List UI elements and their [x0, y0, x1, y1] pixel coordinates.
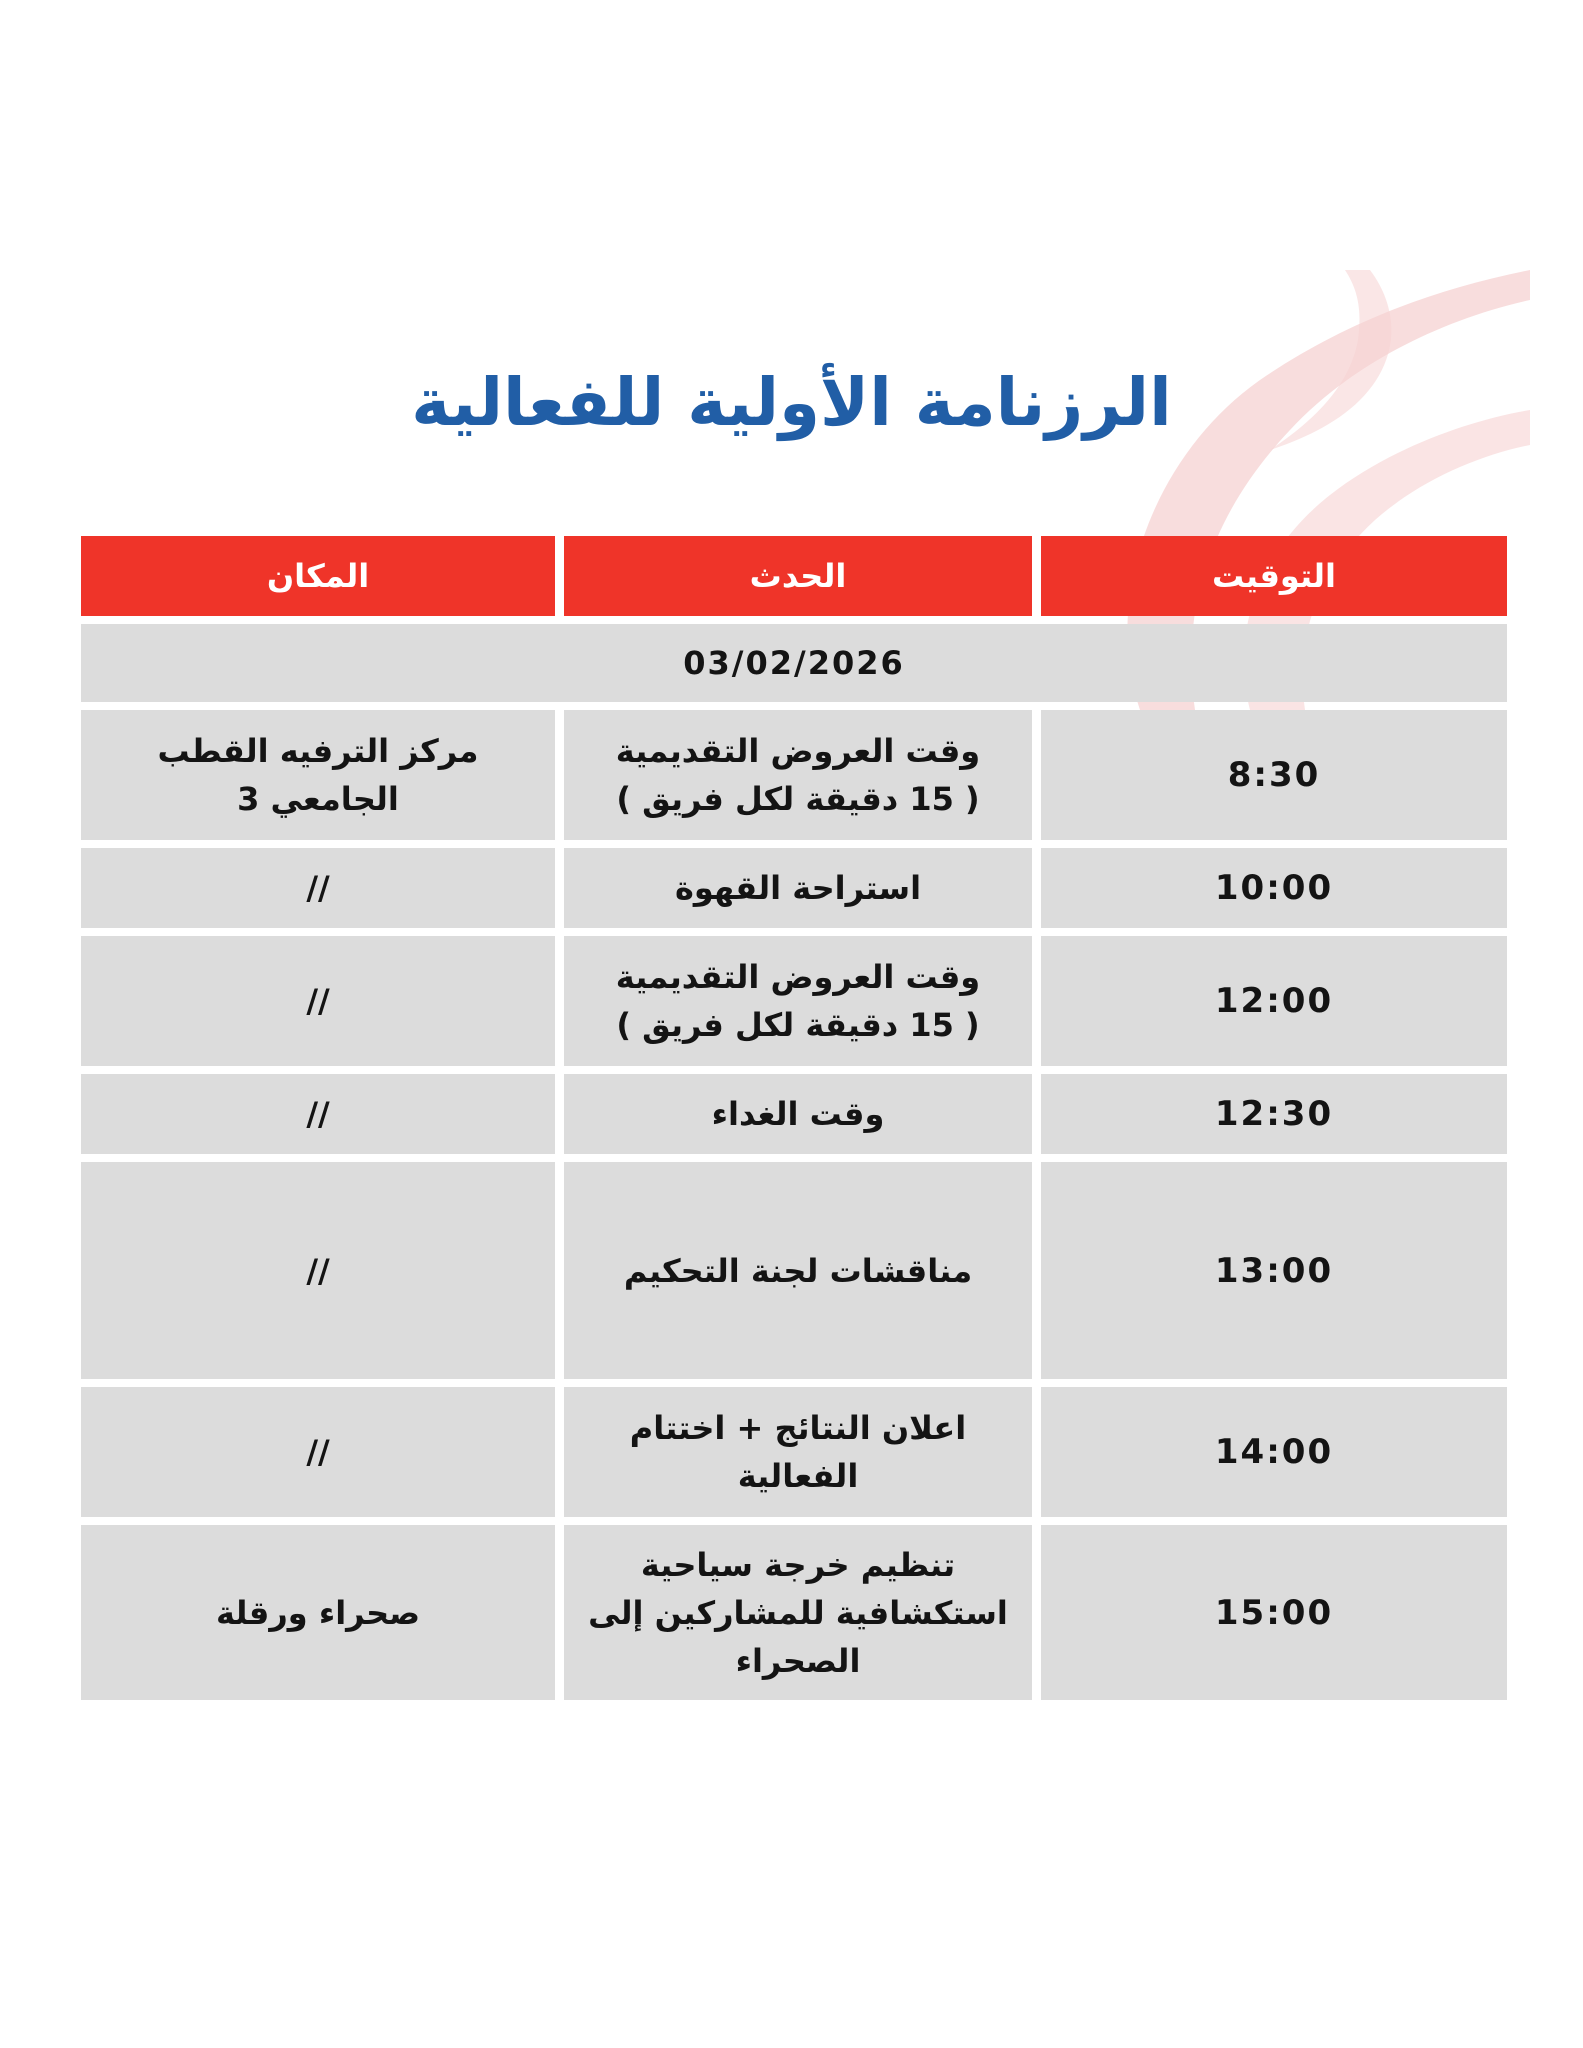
- header-time: التوقيت: [1041, 536, 1507, 616]
- event-cell: [564, 1525, 1032, 1700]
- event-cell: [564, 1387, 1032, 1517]
- table-row: [81, 710, 1507, 840]
- header-location: المكان: [81, 536, 555, 616]
- location-line: //: [306, 1251, 330, 1290]
- event-line: وقت الغداء: [711, 1095, 885, 1133]
- time-cell: 15:00: [1041, 1525, 1507, 1700]
- location-cell: [81, 936, 555, 1066]
- time-cell: 8:30: [1041, 710, 1507, 840]
- event-cell: [564, 710, 1032, 840]
- event-line: وقت العروض التقديمية: [615, 732, 981, 770]
- table-row: [81, 1074, 1507, 1154]
- date-cell: 03/02/2026: [81, 624, 1507, 702]
- event-line: الصحراء: [735, 1641, 861, 1680]
- event-line: استراحة القهوة: [674, 869, 922, 907]
- location-cell: [81, 1162, 555, 1379]
- event-cell: [564, 1162, 1032, 1379]
- time-cell: 13:00: [1041, 1162, 1507, 1379]
- location-line: الجامعي 3: [237, 780, 399, 818]
- table-header-row: [81, 536, 1507, 616]
- event-cell: [564, 936, 1032, 1066]
- table-row: [81, 1525, 1507, 1700]
- time-cell: 10:00: [1041, 848, 1507, 928]
- location-cell: [81, 1387, 555, 1517]
- time-cell: 14:00: [1041, 1387, 1507, 1517]
- event-line: استكشافية للمشاركين إلى: [588, 1593, 1008, 1632]
- location-line: //: [306, 1433, 330, 1471]
- date-row: [81, 624, 1507, 702]
- schedule-table: [72, 528, 1516, 1708]
- event-line: اعلان النتائج + اختتام: [629, 1409, 967, 1447]
- location-line: مركز الترفيه القطب: [157, 732, 479, 770]
- location-cell: [81, 710, 555, 840]
- time-cell: 12:30: [1041, 1074, 1507, 1154]
- event-line: ( 15 دقيقة لكل فريق ): [616, 1006, 980, 1044]
- event-cell: [564, 848, 1032, 928]
- location-line: //: [306, 982, 330, 1020]
- header-event: الحدث: [564, 536, 1032, 616]
- location-cell: [81, 1525, 555, 1700]
- event-line: تنظيم خرجة سياحية: [640, 1545, 956, 1584]
- location-cell: [81, 1074, 555, 1154]
- location-line: صحراء ورقلة: [215, 1593, 421, 1632]
- event-cell: [564, 1074, 1032, 1154]
- table-row: [81, 1387, 1507, 1517]
- location-line: //: [306, 869, 330, 907]
- table-row: [81, 936, 1507, 1066]
- location-line: //: [306, 1095, 330, 1133]
- page-title: الرزنامة الأولية للفعالية: [411, 364, 1172, 441]
- event-line: وقت العروض التقديمية: [615, 958, 981, 996]
- location-cell: [81, 848, 555, 928]
- event-line: مناقشات لجنة التحكيم: [623, 1251, 973, 1290]
- time-cell: 12:00: [1041, 936, 1507, 1066]
- table-row: [81, 848, 1507, 928]
- table-row: [81, 1162, 1507, 1379]
- event-line: الفعالية: [737, 1457, 859, 1495]
- event-line: ( 15 دقيقة لكل فريق ): [616, 780, 980, 818]
